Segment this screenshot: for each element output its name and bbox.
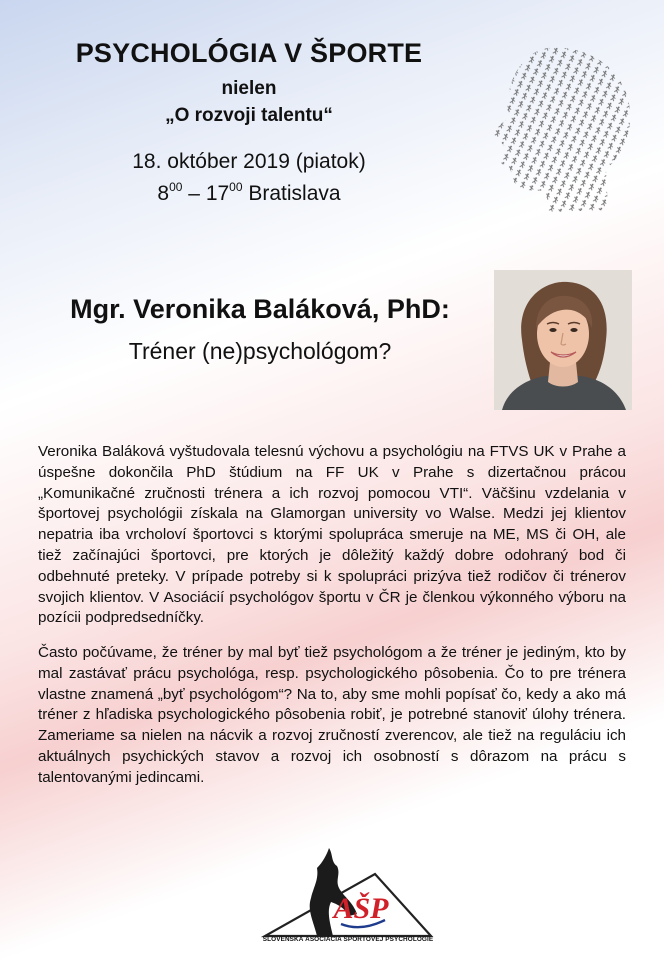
speaker-photo: [494, 270, 632, 410]
event-time-location: [0, 180, 498, 206]
event-date: 18. október 2019 (piatok): [132, 150, 366, 173]
speaker-bio-paragraph: Veronika Baláková vyštudovala telesnú výchovu a psychológiu na FTVS UK v Prahe a úspešne dokončila PhD štúdium na FF UK v Prahe s dizertačnou prácou „Komunikačné zručnosti trénera a ich rozvoj pomocou VTI“. Väčšinu vzdelania v športovej psychológii získala na Glamorgan university vo Walse. Medzi jej klientov nepatria iba vrcholoví športovci s ktorými spolupráca smeruje na ME, MS či OH, ale tiež začínajúci športovci, pre ktorých je dôležitý každý dobre odohraný bod či odbehnuté preteky. V prípade potreby si k spolupráci prizýva tiež rodičov či trénerov svojich klientov. V Asociácií psychológov športu v ČR je členkou výkonného výboru na pozícii podpredsedníčky.: [38, 443, 626, 627]
talk-title: Tréner (ne)psychológom?: [128, 338, 392, 364]
time-end-minutes: 00: [229, 180, 243, 194]
event-title: PSYCHOLÓGIA V ŠPORTE: [75, 38, 423, 68]
speaker-name: Mgr. Veronika Baláková, PhD:: [70, 294, 450, 324]
time-start-hour: 8: [157, 182, 170, 205]
event-location: Bratislava: [242, 182, 341, 205]
event-subtitle-nielen: nielen: [221, 78, 277, 99]
organization-name: SLOVENSKÁ ASOCIÁCIA ŠPORTOVEJ PSYCHOLÓGIE: [262, 936, 434, 943]
time-end-hour: 17: [205, 182, 230, 205]
event-subtitle-topic: „O rozvoji talentu“: [165, 105, 333, 126]
talk-abstract-paragraph: Často počúvame, že tréner by mal byť tiež psychológom a že tréner je jediným, kto by mal zastávať prácu psychológa, resp. psychologického pôsobenia. Čo to pre trénera vlastne znamená „byť psychológom“? Na to, aby sme mohli popísať čo, kedy a ako má tréner z hľadiska psychologického pôsobenia robiť, je potrebné stanoviť úlohy trénera. Zameriame sa nielen na nácvik a rozvoj zručností zverencov, ale tiež na reguláciu ich aktuálnych psychických stavov a rozvoj ich osobností s dôrazom na prácu s talentovanými jedincami.: [38, 644, 626, 786]
time-dash: –: [182, 182, 206, 205]
time-start-minutes: 00: [169, 180, 183, 194]
head-of-athletes-icon: [478, 40, 638, 220]
logo-monogram: AŠP: [333, 892, 389, 925]
